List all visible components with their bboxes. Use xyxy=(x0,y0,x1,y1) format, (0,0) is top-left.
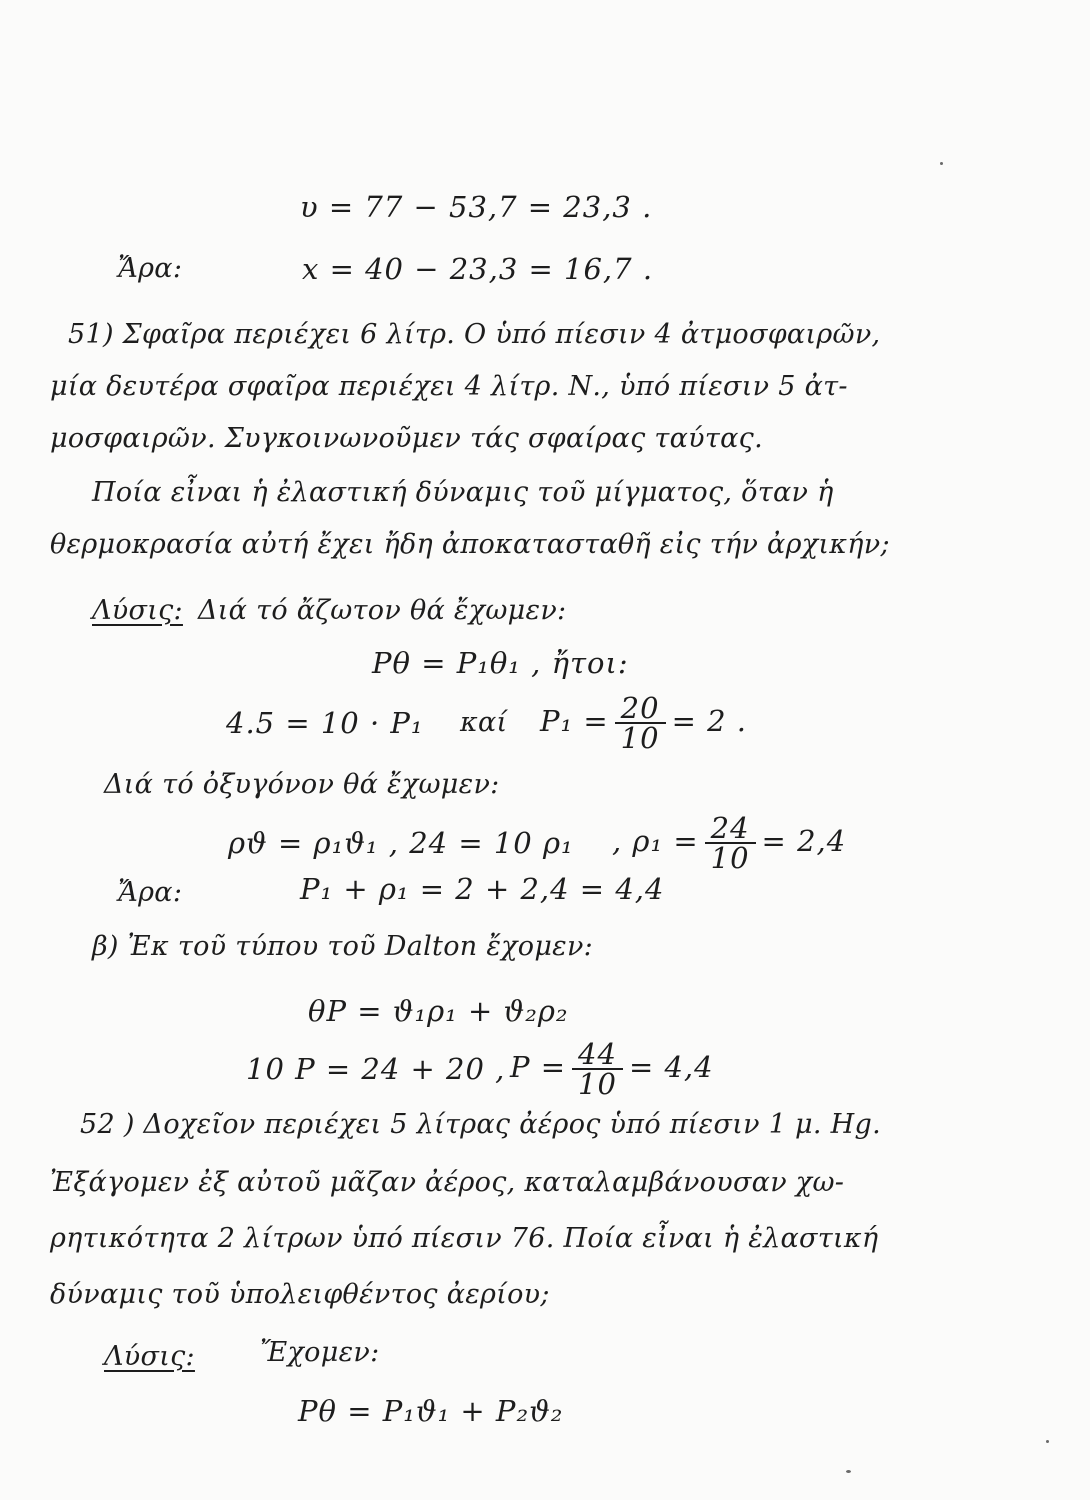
exomen-word: Ἔχομεν: xyxy=(260,1337,380,1368)
fraction-44-10 xyxy=(572,1037,623,1101)
problem-51-line-2: μία δευτέρα σφαῖρα περιέχει 4 λίτρ. Ν., ὑπό πίεσιν 5 ἀτ- xyxy=(50,371,848,402)
equation-total-p xyxy=(510,1037,714,1101)
rho1-lhs: , ρ₁ = xyxy=(612,824,699,858)
p-rhs: = 4,4 xyxy=(628,1050,714,1084)
equation-nitrogen-a: 4.5 = 10 · P₁ xyxy=(226,706,424,740)
fraction-24-10 xyxy=(705,811,756,875)
fraction-20-10 xyxy=(615,691,666,755)
rho1-rhs: = 2,4 xyxy=(761,824,847,858)
problem-51-line-1: 51) Σφαῖρα περιέχει 6 λίτρ. Ο ὑπό πίεσιν 4 ἀτμοσφαιρῶν, xyxy=(68,319,881,350)
equation-rho1 xyxy=(612,811,847,875)
fraction-denominator: 10 xyxy=(710,841,750,875)
solution-label-2: Λύσις: xyxy=(104,1341,195,1372)
scan-speck xyxy=(846,1470,851,1473)
problem-52-line-2: Ἐξάγομεν ἐξ αὐτοῦ μᾶζαν ἀέρος, καταλαμβάνουσαν χω- xyxy=(50,1167,845,1198)
problem-51-line-3: μοσφαιρῶν. Συγκοινωνοῦμεν τάς σφαίρας ταύτας. xyxy=(50,423,763,454)
dalton-intro: β) Ἐκ τοῦ τύπου τοῦ Dalton ἔχομεν: xyxy=(92,931,594,962)
fraction-numerator: 20 xyxy=(615,694,666,724)
equation-sum: P₁ + ρ₁ = 2 + 2,4 = 4,4 xyxy=(300,872,665,906)
problem-52-line-3: ρητικότητα 2 λίτρων ὑπό πίεσιν 76. Ποία εἶναι ἡ ἐλαστική xyxy=(50,1223,879,1254)
equation-total-a: 10 P = 24 + 20 , xyxy=(246,1052,506,1086)
p1-lhs: P₁ = xyxy=(540,704,609,738)
equation-dalton: θP = ϑ₁ρ₁ + ϑ₂ρ₂ xyxy=(308,994,569,1028)
p1-rhs: = 2 . xyxy=(671,704,747,738)
solution-label-1: Λύσις: xyxy=(92,595,183,626)
scan-speck xyxy=(940,162,943,165)
problem-52-line-1: 52 ) Δοχεῖον περιέχει 5 λίτρας ἀέρος ὑπό πίεσιν 1 μ. Hg. xyxy=(80,1109,881,1140)
problem-51-line-5: θερμοκρασία αὐτή ἔχει ἤδη ἀποκατασταθῆ εἰς τήν ἀρχικήν; xyxy=(50,529,890,560)
equation-v: υ = 77 − 53,7 = 23,3 . xyxy=(300,190,653,224)
p-lhs: P = xyxy=(510,1050,567,1084)
kai-word: καί xyxy=(460,707,508,738)
fraction-denominator: 10 xyxy=(620,721,660,755)
ara-label-1: Ἄρα: xyxy=(118,253,183,284)
nitrogen-intro: Διά τό ἄζωτον θά ἔχωμεν: xyxy=(198,595,567,626)
ara-label-2: Ἄρα: xyxy=(118,877,183,908)
equation-ptheta: Pθ = P₁θ₁ , ἤτοι: xyxy=(372,646,629,680)
problem-52-line-4: δύναμις τοῦ ὑπολειφθέντος ἀερίου; xyxy=(50,1279,550,1310)
scan-speck xyxy=(1046,1440,1049,1443)
equation-p1 xyxy=(540,691,747,755)
equation-final: Pθ = P₁ϑ₁ + P₂ϑ₂ xyxy=(298,1394,564,1428)
fraction-numerator: 44 xyxy=(572,1040,623,1070)
fraction-numerator: 24 xyxy=(705,814,756,844)
equation-x: x = 40 − 23,3 = 16,7 . xyxy=(302,252,654,286)
fraction-denominator: 10 xyxy=(578,1067,617,1101)
problem-51-line-4: Ποία εἶναι ἡ ἐλαστική δύναμις τοῦ μίγματος, ὅταν ἡ xyxy=(92,477,834,508)
oxygen-intro: Διά τό ὀξυγόνον θά ἔχωμεν: xyxy=(104,769,500,800)
equation-oxygen-a: ρϑ = ρ₁ϑ₁ , 24 = 10 ρ₁ xyxy=(228,826,574,860)
